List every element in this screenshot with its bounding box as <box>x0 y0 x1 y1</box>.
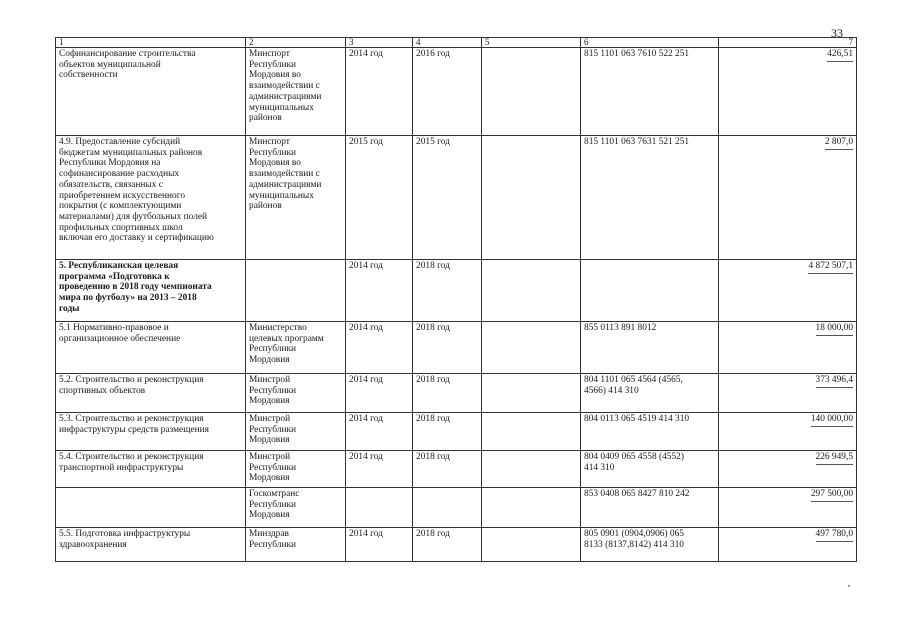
table-row <box>56 322 857 374</box>
column-5-cell <box>482 374 581 413</box>
start-year: 2014 год <box>346 48 413 136</box>
executor: Минздрав Республики <box>246 528 346 562</box>
end-year: 2018 год <box>413 451 482 488</box>
executor: Минстрой Республики Мордовия <box>246 451 346 488</box>
amount-cell <box>719 488 857 528</box>
amount-cell <box>719 322 857 374</box>
budget-code: 853 0408 065 8427 810 242 <box>581 488 719 528</box>
amount: 4 872 507,1 <box>808 261 853 274</box>
table-row <box>56 528 857 562</box>
budget-code: 815 1101 063 7610 522 251 <box>581 48 719 136</box>
budget-code <box>581 260 719 322</box>
amount: 18 000,00 <box>816 323 854 336</box>
executor: Минстрой Республики Мордовия <box>246 413 346 451</box>
start-year: 2014 год <box>346 322 413 374</box>
column-5-cell <box>482 322 581 374</box>
executor <box>246 260 346 322</box>
activity-name: 5.2. Строительство и реконструкция спортивных объектов <box>56 374 246 413</box>
start-year: 2015 год <box>346 136 413 260</box>
start-year: 2014 год <box>346 413 413 451</box>
amount: 373 496,4 <box>816 375 854 388</box>
amount: 426,51 <box>827 49 853 62</box>
budget-table <box>55 37 857 562</box>
start-year <box>346 488 413 528</box>
end-year <box>413 488 482 528</box>
page-number: 33 <box>831 26 843 40</box>
column-5-cell <box>482 528 581 562</box>
amount-cell <box>719 260 857 322</box>
activity-name: 5.4. Строительство и реконструкция транспортной инфраструктуры <box>56 451 246 488</box>
activity-name: 4.9. Предоставление субсидий бюджетам муниципальных районов Республики Мордовия на софинансирование расходных обязательств, связанных с приобретением искусственного покрытия (с комплектующими материалами) для футбольных полей профильных спортивных школ включая его доставку и сертификацию <box>56 136 246 260</box>
amount-cell <box>719 48 857 136</box>
amount: 297 500,00 <box>811 489 853 502</box>
table-row <box>56 374 857 413</box>
activity-name: 5.3. Строительство и реконструкция инфраструктуры средств размещения <box>56 413 246 451</box>
amount-cell <box>719 528 857 562</box>
amount: 497 780,0 <box>816 529 854 542</box>
budget-code: 804 0113 065 4519 414 310 <box>581 413 719 451</box>
end-year: 2018 год <box>413 322 482 374</box>
column-5-cell <box>482 48 581 136</box>
column-5-cell <box>482 260 581 322</box>
activity-name: Софинансирование строительства объектов муниципальной собственности <box>56 48 246 136</box>
budget-code: 804 1101 065 4564 (4565, 4566) 414 310 <box>581 374 719 413</box>
activity-name: 5.1 Нормативно-правовое и организационное обеспечение <box>56 322 246 374</box>
column-number-row <box>56 38 857 48</box>
amount-cell <box>719 374 857 413</box>
table-row <box>56 451 857 488</box>
executor: Минстрой Республики Мордовия <box>246 374 346 413</box>
program-title: 5. Республиканская целевая программа «Подготовка к проведению в 2018 году чемпионата мира по футболу» на 2013 – 2018 годы <box>56 260 246 322</box>
end-year: 2018 год <box>413 413 482 451</box>
executor: Минспорт Республики Мордовия во взаимодействии с администрациями муниципальных районов <box>246 48 346 136</box>
amount: 140 000,00 <box>811 414 853 427</box>
amount: 226 949,5 <box>816 452 854 465</box>
end-year: 2018 год <box>413 374 482 413</box>
budget-code: 804 0409 065 4558 (4552) 414 310 <box>581 451 719 488</box>
start-year: 2014 год <box>346 451 413 488</box>
start-year: 2014 год <box>346 374 413 413</box>
amount: 2 807,0 <box>825 137 853 150</box>
table-row <box>56 413 857 451</box>
column-number: 1 <box>56 38 246 48</box>
activity-name <box>56 488 246 528</box>
table-row <box>56 488 857 528</box>
column-number: 3 <box>346 38 413 48</box>
executor: Министерство целевых программ Республики Мордовия <box>246 322 346 374</box>
column-number: 7 <box>719 38 857 48</box>
column-number: 6 <box>581 38 719 48</box>
table-row <box>56 260 857 322</box>
budget-code: 805 0901 (0904,0906) 065 8133 (8137,8142) 414 310 <box>581 528 719 562</box>
column-number: 2 <box>246 38 346 48</box>
column-number: 5 <box>482 38 581 48</box>
amount-cell <box>719 136 857 260</box>
column-5-cell <box>482 488 581 528</box>
amount-cell <box>719 413 857 451</box>
end-year: 2018 год <box>413 528 482 562</box>
amount-cell <box>719 451 857 488</box>
table-row <box>56 136 857 260</box>
end-year: 2018 год <box>413 260 482 322</box>
column-5-cell <box>482 451 581 488</box>
table-row <box>56 48 857 136</box>
budget-code: 815 1101 063 7631 521 251 <box>581 136 719 260</box>
end-year: 2015 год <box>413 136 482 260</box>
executor: Госкомтранс Республики Мордовия <box>246 488 346 528</box>
start-year: 2014 год <box>346 528 413 562</box>
column-5-cell <box>482 136 581 260</box>
activity-name: 5.5. Подготовка инфраструктуры здравоохранения <box>56 528 246 562</box>
start-year: 2014 год <box>346 260 413 322</box>
executor: Минспорт Республики Мордовия во взаимодействии с администрациями муниципальных районов <box>246 136 346 260</box>
column-number: 4 <box>413 38 482 48</box>
column-5-cell <box>482 413 581 451</box>
scan-speck <box>848 585 850 587</box>
budget-code: 855 0113 891 8012 <box>581 322 719 374</box>
end-year: 2016 год <box>413 48 482 136</box>
